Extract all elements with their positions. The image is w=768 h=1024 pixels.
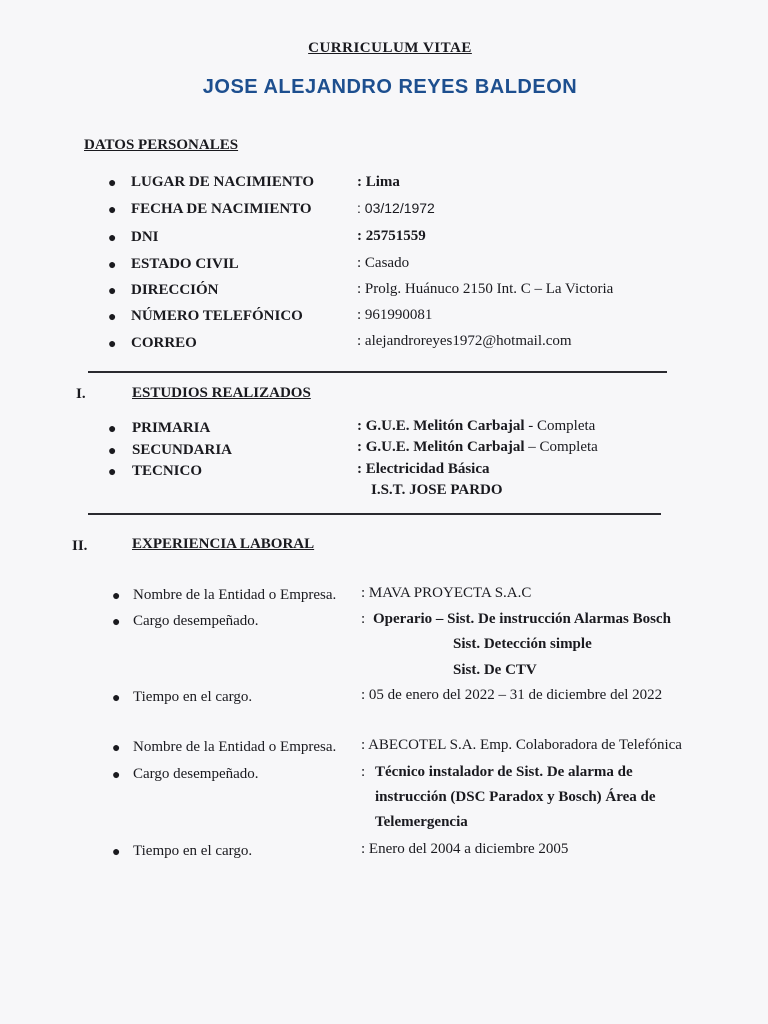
section-heading-studies: ESTUDIOS REALIZADOS <box>132 385 311 401</box>
bullet-icon: ● <box>108 231 117 246</box>
job-time-label: Tiempo en el cargo. <box>133 843 253 859</box>
job-entity-label: Nombre de la Entidad o Empresa. <box>133 587 337 603</box>
document-title: CURRICULUM VITAE <box>308 40 472 56</box>
personal-value-email: : alejandroreyes1972@hotmail.com <box>357 333 572 349</box>
studies-value-technical-institute: I.S.T. JOSE PARDO <box>371 482 503 498</box>
studies-label-secondary: SECUNDARIA <box>132 442 233 458</box>
personal-label-civil-status: ESTADO CIVIL <box>131 256 239 272</box>
job-role-line: Telemergencia <box>375 814 468 830</box>
job-time-label: Tiempo en el cargo. <box>133 689 253 705</box>
job-entity-value: : MAVA PROYECTA S.A.C <box>361 585 532 601</box>
candidate-name: JOSE ALEJANDRO REYES BALDEON <box>202 76 578 98</box>
job-entity-label: Nombre de la Entidad o Empresa. <box>133 739 337 755</box>
personal-label-birthplace: LUGAR DE NACIMIENTO <box>131 174 315 190</box>
bullet-icon: ● <box>108 337 117 352</box>
bullet-icon: ● <box>112 615 121 630</box>
job-time-value: : Enero del 2004 a diciembre 2005 <box>361 841 569 857</box>
personal-label-address: DIRECCIÓN <box>131 282 219 298</box>
divider <box>88 371 667 373</box>
bullet-icon: ● <box>108 203 117 218</box>
studies-value-secondary: : G.U.E. Melitón Carbajal – Completa <box>357 439 598 455</box>
bullet-icon: ● <box>108 284 117 299</box>
bullet-icon: ● <box>112 691 121 706</box>
job-entity-value: : ABECOTEL S.A. Emp. Colaboradora de Telefónica <box>361 737 682 753</box>
bullet-icon: ● <box>112 768 121 783</box>
personal-value-birthdate: : 03/12/1972 <box>357 200 435 216</box>
personal-value-birthplace: : Lima <box>357 174 400 190</box>
job-role-line: instrucción (DSC Paradox y Bosch) Área de <box>375 789 656 805</box>
personal-label-birthdate: FECHA DE NACIMIENTO <box>131 201 312 217</box>
personal-value-address: : Prolg. Huánuco 2150 Int. C – La Victoria <box>357 281 614 297</box>
bullet-icon: ● <box>112 845 121 860</box>
personal-value-dni: : 25751559 <box>357 228 426 244</box>
job-role-line: Sist. De CTV <box>453 662 537 678</box>
bullet-icon: ● <box>108 310 117 325</box>
studies-value-technical: : Electricidad Básica <box>357 461 490 477</box>
bullet-icon: ● <box>108 176 117 191</box>
studies-value-primary: : G.U.E. Melitón Carbajal - Completa <box>357 418 596 434</box>
personal-value-civil-status: : Casado <box>357 255 410 271</box>
job-time-value: : 05 de enero del 2022 – 31 de diciembre del 2022 <box>361 687 663 703</box>
studies-label-primary: PRIMARIA <box>132 420 211 436</box>
bullet-icon: ● <box>108 422 117 437</box>
bullet-icon: ● <box>112 589 121 604</box>
job-role-line: Sist. Detección simple <box>453 636 592 652</box>
personal-value-phone: : 961990081 <box>357 307 433 323</box>
studies-label-technical: TECNICO <box>132 463 203 479</box>
job-role-line: Técnico instalador de Sist. De alarma de <box>375 764 633 780</box>
personal-label-email: CORREO <box>131 335 197 351</box>
job-role-label: Cargo desempeñado. <box>133 766 259 782</box>
personal-label-phone: NÚMERO TELEFÓNICO <box>131 308 303 324</box>
bullet-icon: ● <box>108 258 117 273</box>
divider <box>88 513 661 515</box>
section-heading-personal: DATOS PERSONALES <box>84 137 239 153</box>
section-heading-experience: EXPERIENCIA LABORAL <box>132 536 315 552</box>
job-role-label: Cargo desempeñado. <box>133 613 259 629</box>
section-number-studies: I. <box>76 386 86 402</box>
job-role-colon: : <box>361 764 366 780</box>
job-role-line: Operario – Sist. De instrucción Alarmas Bosch <box>373 611 671 627</box>
section-number-experience: II. <box>72 538 88 554</box>
bullet-icon: ● <box>108 444 117 459</box>
bullet-icon: ● <box>108 465 117 480</box>
job-role-colon: : <box>361 611 366 627</box>
bullet-icon: ● <box>112 741 121 756</box>
personal-label-dni: DNI <box>131 229 159 245</box>
